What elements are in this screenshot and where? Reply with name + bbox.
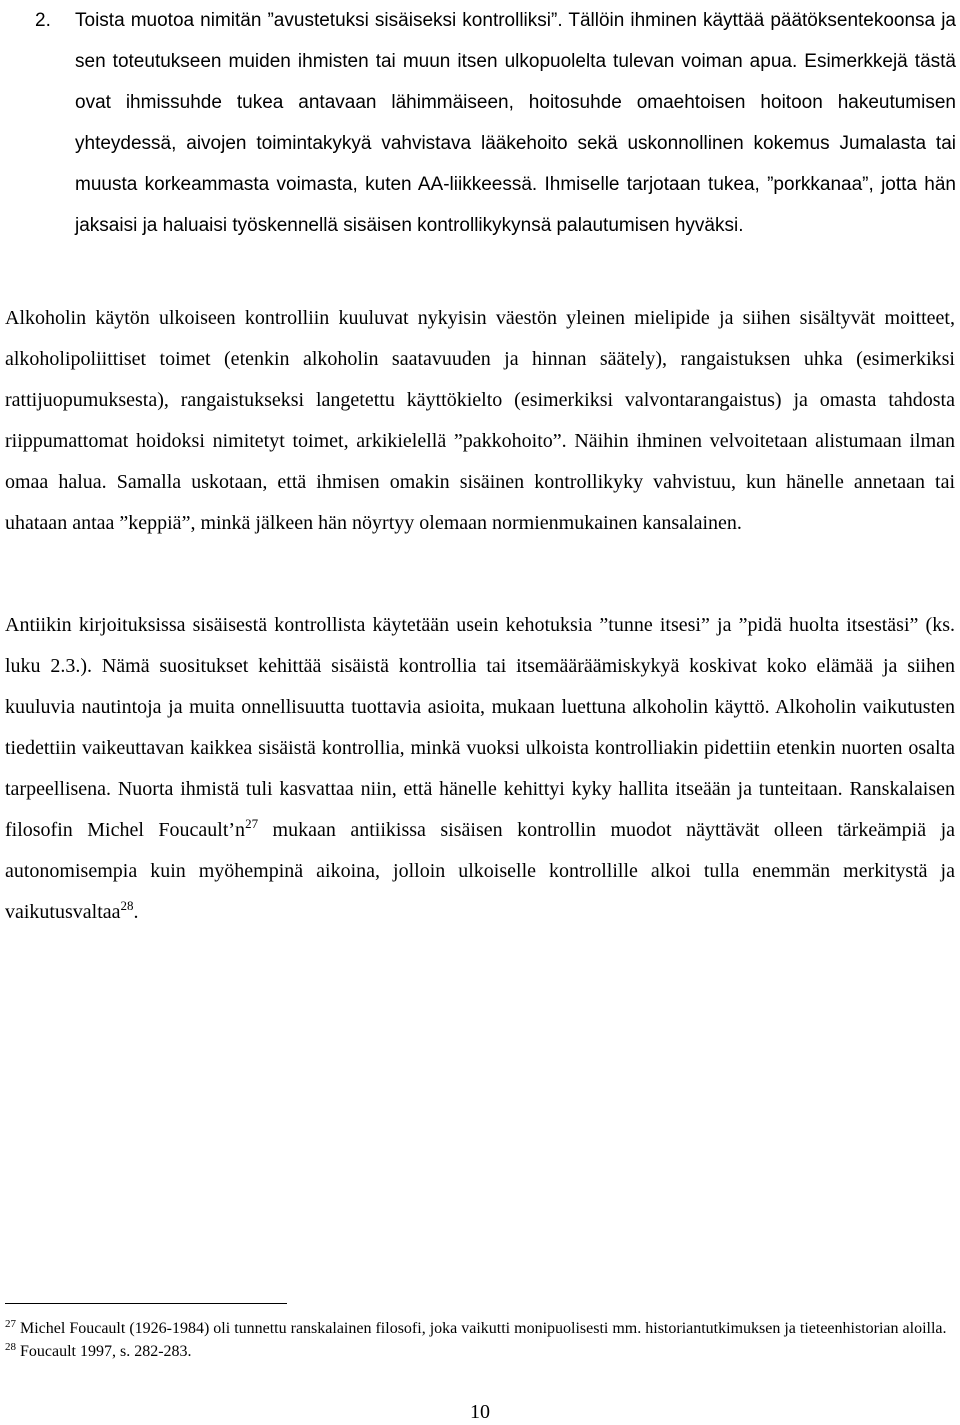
footnote-reference[interactable]: 27 bbox=[245, 816, 259, 831]
footnote-reference[interactable]: 28 bbox=[120, 898, 134, 913]
paragraph-antiquity bbox=[5, 605, 955, 933]
footnote-separator bbox=[5, 1303, 287, 1304]
list-item-number: 2. bbox=[35, 10, 51, 31]
footnote-text: Michel Foucault (1926-1984) oli tunnettu ranskalainen filosofi, joka vaikutti monipuolisesti mm. historiantutkimuksen ja tieteenhistorian aloilla. bbox=[16, 1320, 947, 1337]
page-number: 10 bbox=[470, 1401, 490, 1423]
paragraph-external-control: Alkoholin käytön ulkoiseen kontrolliin kuuluvat nykyisin väestön yleinen mielipide ja siihen sisältyvät moitteet, alkoholipoliittiset toimet (etenkin alkoholin saatavuuden ja hinnan säätely), rangaistuksen uhka (esimerkiksi rattijuopumuksesta), rangaistukseksi langetettu käyttökielto (esimerkiksi valvontarangaistus) ja omasta tahdosta riippumattomat hoidoksi nimitetyt toimet, arkikielellä ”pakkohoito”. Näihin ihminen velvoitetaan alistumaan ilman omaa halua. Samalla uskotaan, että ihmisen omakin sisäinen kontrollikyky vahvistuu, kun hänelle annetaan tai uhataan antaa ”keppiä”, minkä jälkeen hän nöyrtyy olemaan normienmukainen kansalainen. bbox=[5, 307, 955, 534]
list-item-text: Toista muotoa nimitän ”avustetuksi sisäiseksi kontrolliksi”. Tällöin ihminen käyttää päätöksentekoonsa ja sen toteutukseen muiden ihmisten tai muun itsen ulkopuolelta tulevan voiman apua. Esimerkkejä tästä ovat ihmissuhde tukea antavaan lähimmäiseen, hoitosuhde omaehtoisen hoitoon hakeutumisen yhteydessä, aivojen toimintakykyä vahvistava lääkehoito sekä uskonnollinen kokemus Jumalasta tai muusta korkeammasta voimasta, kuten AA-liikkeessä. Ihmiselle tarjotaan tukea, ”porkkanaa”, jotta hän jaksaisi ja haluaisi työskennellä sisäisen kontrollikykynsä palautumisen hyväksi. bbox=[75, 10, 956, 236]
footnote-text: Foucault 1997, s. 282-283. bbox=[16, 1343, 192, 1360]
footnote-number: 28 bbox=[5, 1341, 16, 1353]
paragraph-text: . bbox=[133, 901, 139, 923]
footnote bbox=[5, 1317, 955, 1340]
paragraph-text: Antiikin kirjoituksissa sisäisestä kontrollista käytetään usein kehotuksia ”tunne itsesi” ja ”pidä huolta itsestäsi” (ks. luku 2.3.). Nämä suositukset kehittää sisäistä kontrollia tai itsemääräämiskykyä koskivat koko elämää ja siihen kuuluvia nautintoja ja muita onnellisuutta tuottavia asioita, mukaan luettuna alkoholin käyttö. Alkoholin vaikutusten tiedettiin vaikeuttavan kaikkea sisäistä kontrollia, minkä vuoksi ulkoista kontrolliakin pidettiin etenkin nuorten osalta tarpeellisena. Nuorta ihmistä tuli kasvattaa niin, että hänelle kehittyi kyky hallita itseään ja tunteitaan. Ranskalaisen filosofin Michel Foucault’n bbox=[5, 614, 955, 841]
footnotes bbox=[5, 1317, 955, 1363]
paragraph-text: mukaan antiikissa sisäisen kontrollin muodot näyttävät olleen tärkeämpiä ja autonomisempia kuin myöhempinä aikoina, jolloin ulkoiselle kontrollille alkoi tulla enemmän merkitystä ja vaikutusvaltaa bbox=[5, 819, 955, 923]
footnote-number: 27 bbox=[5, 1318, 16, 1330]
footnote bbox=[5, 1340, 955, 1363]
